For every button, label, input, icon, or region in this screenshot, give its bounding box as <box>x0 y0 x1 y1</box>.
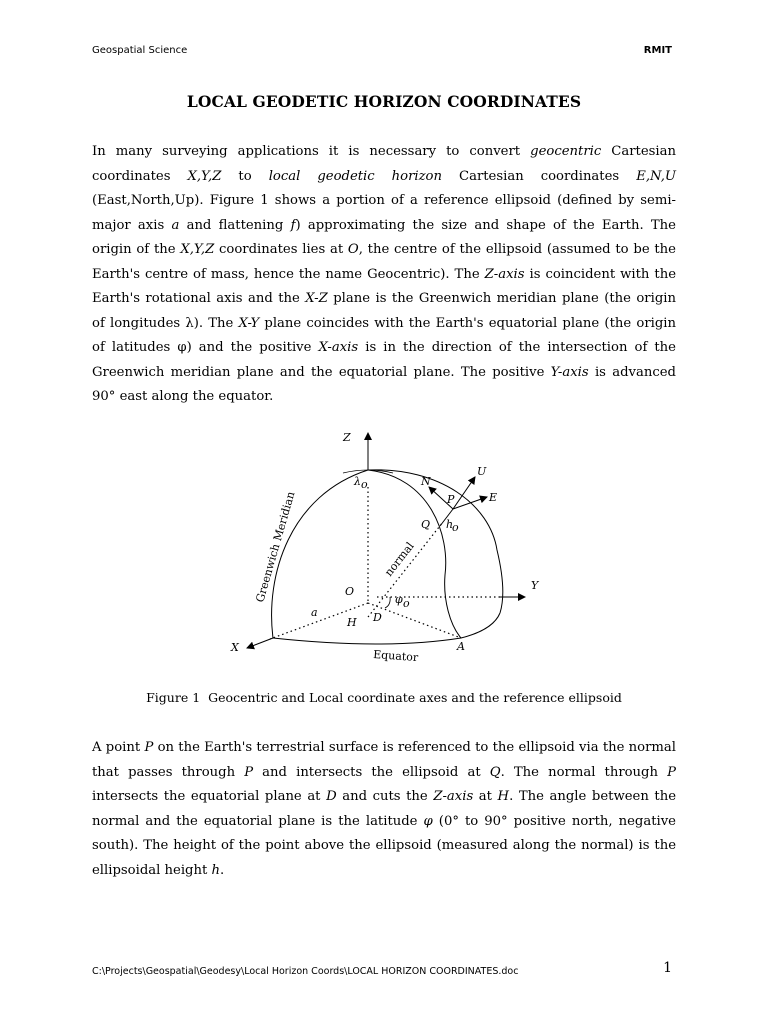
phi-subscript: o <box>403 597 410 610</box>
point-a-label: A <box>457 640 465 653</box>
height-h-label: h <box>446 518 454 531</box>
x-axis-line <box>247 638 273 648</box>
origin-o-label: O <box>345 585 355 598</box>
lambda-label: λ <box>354 475 361 488</box>
height-h-subscript: o <box>452 521 459 534</box>
equator-curve <box>273 613 500 644</box>
lambda-subscript: o <box>361 478 368 491</box>
u-axis-label: U <box>477 465 487 478</box>
second-paragraph: A point P on the Earth's terrestrial surface is referenced to the ellipsoid via the normal that passes through P and intersects the ellipsoid at Q. The normal through P intersects the equatorial plane at D and cuts the Z-axis at H. The angle between the normal and the equatorial plane is the latitude φ (0° to 90° positive north, negative south). The height of the point above the ellipsoid (measured along the normal) is the ellipsoidal height h. <box>92 740 677 878</box>
figure-caption-label: Figure 1 <box>146 690 201 705</box>
phi-label: φ <box>395 593 403 606</box>
e-axis-line <box>453 497 487 509</box>
y-axis-label: Y <box>531 579 539 592</box>
e-axis-label: E <box>489 491 498 504</box>
header-right: RMIT <box>643 45 672 56</box>
equator-label: Equator <box>372 648 419 665</box>
normal-label: normal <box>382 539 417 579</box>
phi-angle-arc <box>385 597 390 608</box>
figure-caption-text: Geocentric and Local coordinate axes and the reference ellipsoid <box>208 690 622 705</box>
figure-caption <box>0 690 768 705</box>
n-axis-label: N <box>421 475 431 488</box>
intro-paragraph: In many surveying applications it is necessary to convert geocentric Cartesian coordinates X,Y,Z to local geodetic horizon Cartesian coordinates E,N,U (East,North,Up). Figure 1 shows a portion of a reference ellipsoid (defined by semi-major axis a and flattening f) approximating the size and shape of the Earth. The origin of the X,Y,Z coordinates lies at O, the centre of the ellipsoid (assumed to be the Earth's centre of mass, hence the name Geocentric). The Z-axis is coincident with the Earth's rotational axis and the X-Z plane is the Greenwich meridian plane (the origin of longitudes λ). The X-Y plane coincides with the Earth's equatorial plane (the origin of latitudes φ) and the positive X-axis is in the direction of the intersection of the Greenwich meridian plane and the equatorial plane. The positive Y-axis is advanced 90° east along the equator. <box>92 144 677 404</box>
footer-page-number: 1 <box>663 960 672 976</box>
z-axis-label: Z <box>343 431 351 444</box>
figure-ellipsoid-diagram <box>225 425 555 670</box>
greenwich-meridian-label: Greenwich Meridian <box>253 490 298 604</box>
footer-file-path: C:\Projects\Geospatial\Geodesy\Local Horizon Coords\LOCAL HORIZON COORDINATES.doc <box>92 966 519 977</box>
point-q-label: Q <box>421 518 431 531</box>
semi-major-a-label: a <box>311 606 318 619</box>
x-axis-label: X <box>231 641 239 654</box>
ellipsoid-diagram-svg <box>225 425 555 670</box>
header-left: Geospatial Science <box>92 45 188 56</box>
page-title: LOCAL GEODETIC HORIZON COORDINATES <box>186 92 582 111</box>
point-d-label: D <box>373 611 382 624</box>
point-h-label: H <box>347 616 357 629</box>
point-p-label: P <box>447 493 455 506</box>
